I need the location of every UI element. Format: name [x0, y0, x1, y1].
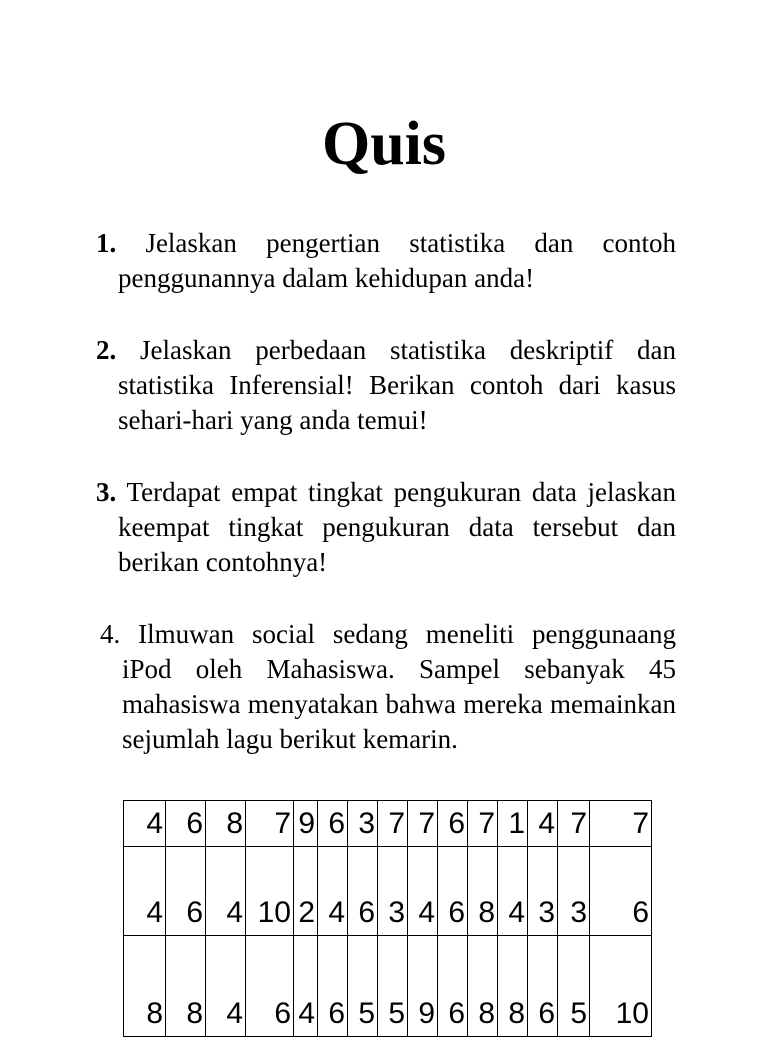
- question-text: Jelaskan perbedaan statistika deskriptif dan statistika Inferensial! Berikan contoh dari kasus sehari-hari yang anda temui!: [118, 335, 676, 435]
- table-cell: 10: [246, 847, 294, 936]
- table-cell: 3: [528, 847, 558, 936]
- table-cell: 4: [124, 847, 166, 936]
- song-count-table: [123, 800, 652, 1037]
- question-number: 3.: [96, 477, 117, 507]
- question-number: 1.: [96, 228, 117, 258]
- table-row: [124, 847, 652, 936]
- question-number: 4.: [100, 619, 121, 649]
- table-cell: 3: [348, 801, 378, 847]
- table-cell: 3: [378, 847, 408, 936]
- table-cell: 5: [378, 936, 408, 1037]
- table-cell: 9: [294, 801, 318, 847]
- table-cell: 6: [438, 936, 468, 1037]
- table-cell: 4: [498, 847, 528, 936]
- table-cell: 8: [468, 936, 498, 1037]
- table-cell: 6: [348, 847, 378, 936]
- table-cell: 5: [558, 936, 590, 1037]
- table-cell: 4: [294, 936, 318, 1037]
- table-cell: 6: [438, 847, 468, 936]
- table-cell: 10: [590, 936, 652, 1037]
- table-cell: 6: [166, 847, 206, 936]
- table-cell: 4: [408, 847, 438, 936]
- table-cell: 7: [558, 801, 590, 847]
- question-text: Ilmuwan social sedang meneliti penggunaang iPod oleh Mahasiswa. Sampel sebanyak 45 mahasiswa menyatakan bahwa mereka memainkan sejumlah lagu berikut kemarin.: [122, 619, 677, 754]
- table-cell: 6: [166, 801, 206, 847]
- table-cell: 1: [498, 801, 528, 847]
- table-cell: 7: [246, 801, 294, 847]
- table-cell: 4: [528, 801, 558, 847]
- table-cell: 8: [498, 936, 528, 1037]
- table-cell: 6: [318, 936, 348, 1037]
- table-cell: 4: [318, 847, 348, 936]
- table-row: [124, 936, 652, 1037]
- table-cell: 3: [558, 847, 590, 936]
- table-cell: 2: [294, 847, 318, 936]
- table-cell: 8: [468, 847, 498, 936]
- question-2: [96, 333, 676, 438]
- table-cell: 6: [438, 801, 468, 847]
- table-cell: 6: [528, 936, 558, 1037]
- question-text: Terdapat empat tingkat pengukuran data jelaskan keempat tingkat pengukuran data tersebut dan berikan contohnya!: [118, 477, 676, 577]
- table-cell: 7: [468, 801, 498, 847]
- table-cell: 8: [206, 801, 246, 847]
- table-cell: 7: [408, 801, 438, 847]
- table-cell: 6: [318, 801, 348, 847]
- table-cell: 6: [246, 936, 294, 1037]
- question-4: [100, 617, 676, 757]
- question-1: [96, 226, 676, 296]
- table-cell: 6: [590, 847, 652, 936]
- question-text: Jelaskan pengertian statistika dan contoh penggunannya dalam kehidupan anda!: [118, 228, 677, 293]
- question-3: [96, 475, 676, 580]
- table-cell: 7: [590, 801, 652, 847]
- table-cell: 4: [206, 936, 246, 1037]
- table-cell: 5: [348, 936, 378, 1037]
- table-cell: 8: [124, 936, 166, 1037]
- table-cell: 7: [378, 801, 408, 847]
- table-cell: 8: [166, 936, 206, 1037]
- question-number: 2.: [96, 335, 117, 365]
- table-body: [124, 801, 652, 1037]
- table-row: [124, 801, 652, 847]
- table-cell: 4: [206, 847, 246, 936]
- table-cell: 4: [124, 801, 166, 847]
- table-cell: 9: [408, 936, 438, 1037]
- page-title: Quis: [321, 110, 447, 178]
